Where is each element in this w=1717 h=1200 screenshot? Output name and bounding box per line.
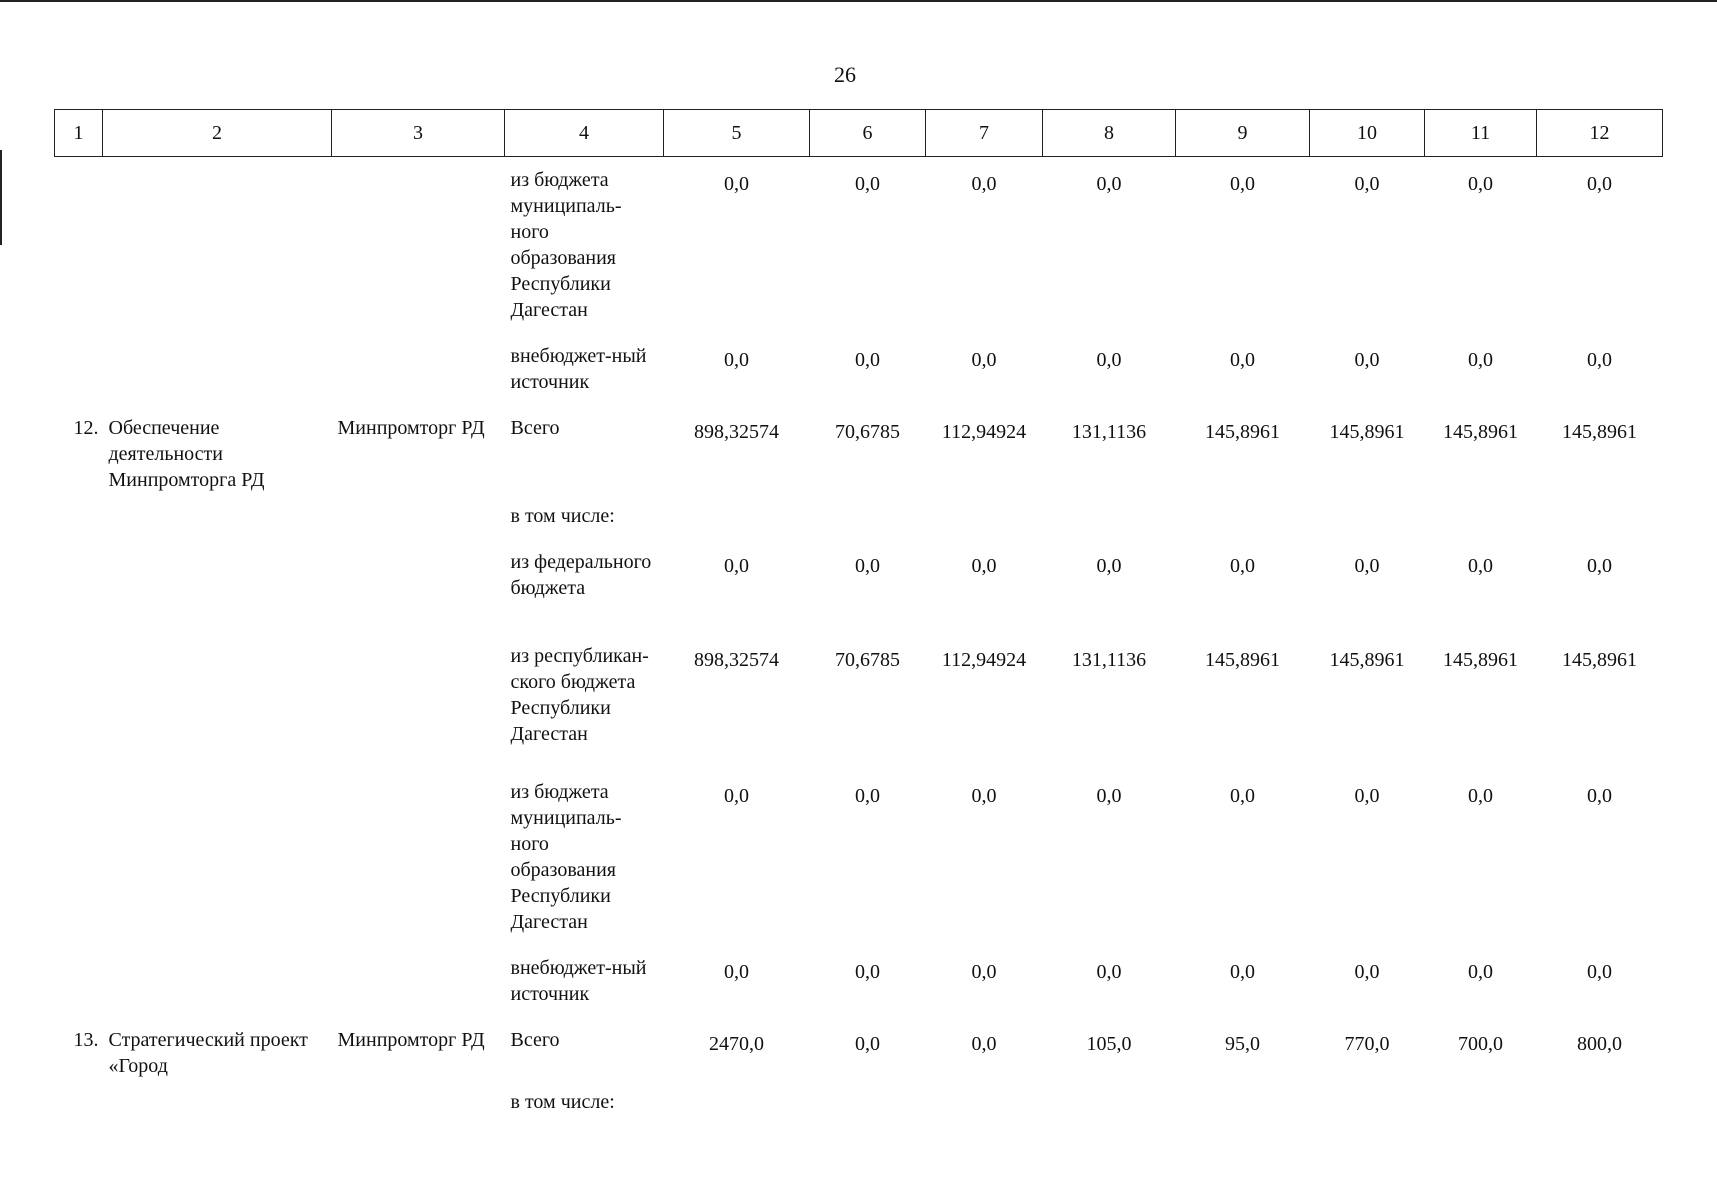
row-value-cell: 0,0: [1096, 555, 1122, 577]
header-cell: 9: [1176, 110, 1310, 157]
page-number: 26: [834, 62, 856, 87]
scan-left-edge-mark: [0, 150, 2, 245]
row-responsible: [332, 333, 505, 405]
row-value-cell: [1176, 1079, 1310, 1125]
row-value-cell: 0,0: [1468, 173, 1493, 195]
row-value-cell: 145,8961: [1562, 649, 1637, 671]
row-value-cell: 0,0: [971, 349, 997, 371]
row-value-cell: 0,0: [1230, 961, 1255, 983]
row-value-cell: 0,0: [724, 555, 749, 577]
row-funding-source: внебюджет-ный источник: [510, 957, 647, 1005]
row-value-cell: 145,8961: [1443, 421, 1518, 443]
row-funding-source: из бюджета муниципаль-ного образования Республики Дагестан: [510, 781, 622, 933]
row-value-cell: [926, 1079, 1043, 1125]
row-value-cell: 145,8961: [1443, 649, 1518, 671]
header-cell: 1: [55, 110, 103, 157]
table-row: [55, 539, 1663, 633]
row-value-cell: 0,0: [855, 173, 880, 195]
row-measure-name: [103, 333, 332, 405]
row-value-cell: [1176, 493, 1310, 539]
row-index: [55, 769, 103, 945]
row-value-cell: 0,0: [1587, 961, 1612, 983]
row-value-cell: 0,0: [1096, 349, 1122, 371]
row-value-cell: [810, 1079, 926, 1125]
table-row: [55, 157, 1663, 334]
header-cell: 6: [810, 110, 926, 157]
row-responsible: [332, 633, 505, 769]
row-funding-source: из федерального бюджета: [510, 551, 652, 599]
row-index: [55, 539, 103, 633]
row-value-cell: 800,0: [1577, 1033, 1622, 1055]
row-value-cell: 0,0: [971, 785, 997, 807]
row-value-cell: 0,0: [1587, 555, 1612, 577]
row-value-cell: 70,6785: [835, 421, 900, 443]
table-body: [55, 157, 1663, 1126]
row-measure-name: Обеспечение деятельности Минпромторга РД: [108, 417, 265, 491]
row-value-cell: [1537, 1079, 1663, 1125]
row-value-cell: 700,0: [1458, 1033, 1503, 1055]
header-cell: 12: [1537, 110, 1663, 157]
row-value-cell: 145,8961: [1205, 421, 1280, 443]
table-row: [55, 493, 1663, 539]
row-value-cell: [1310, 493, 1425, 539]
row-funding-source: Всего: [510, 1029, 560, 1051]
table-row: [55, 945, 1663, 1017]
row-value-cell: 112,94924: [941, 649, 1027, 671]
row-responsible: Минпромторг РД: [337, 1029, 485, 1051]
row-value-cell: 0,0: [855, 961, 880, 983]
row-value-cell: 0,0: [1354, 785, 1380, 807]
row-value-cell: 145,8961: [1205, 649, 1280, 671]
row-value-cell: 0,0: [1096, 173, 1122, 195]
header-cell: 4: [505, 110, 664, 157]
header-cell: 10: [1310, 110, 1425, 157]
row-value-cell: 0,0: [1354, 173, 1380, 195]
header-cell: 8: [1043, 110, 1176, 157]
row-measure-name: [103, 769, 332, 945]
row-value-cell: [664, 493, 810, 539]
row-funding-source: из республикан-ского бюджета Республики Дагестан: [510, 645, 649, 745]
table-row: [55, 1017, 1663, 1079]
row-value-cell: 0,0: [1230, 173, 1255, 195]
row-value-cell: 131,1136: [1071, 649, 1147, 671]
row-value-cell: 0,0: [855, 349, 880, 371]
row-measure-name: [103, 1079, 332, 1125]
row-value-cell: 0,0: [724, 785, 749, 807]
row-value-cell: 0,0: [1468, 349, 1493, 371]
row-value-cell: 898,32574: [694, 649, 779, 671]
row-value-cell: 105,0: [1086, 1033, 1132, 1055]
row-value-cell: [1425, 493, 1537, 539]
row-value-cell: 0,0: [1468, 785, 1493, 807]
header-cell: 5: [664, 110, 810, 157]
row-index: [55, 945, 103, 1017]
row-index: [55, 633, 103, 769]
row-responsible: [332, 493, 505, 539]
row-value-cell: 0,0: [1587, 349, 1612, 371]
row-responsible: [332, 945, 505, 1017]
row-measure-name: [103, 493, 332, 539]
row-value-cell: 145,8961: [1329, 649, 1405, 671]
table-row: [55, 333, 1663, 405]
budget-table-container: [54, 109, 1662, 1125]
row-value-cell: 0,0: [971, 1033, 997, 1055]
row-value-cell: 0,0: [855, 785, 880, 807]
row-index: [55, 1079, 103, 1125]
row-funding-source: в том числе:: [510, 1091, 615, 1113]
row-value-cell: 0,0: [855, 1033, 880, 1055]
column-number-header: [55, 110, 1663, 157]
row-index: 12.: [73, 417, 99, 439]
row-value-cell: [926, 493, 1043, 539]
row-value-cell: [1043, 1079, 1176, 1125]
row-value-cell: [1310, 1079, 1425, 1125]
row-funding-source: Всего: [510, 417, 560, 439]
row-value-cell: 0,0: [1354, 349, 1380, 371]
row-value-cell: 0,0: [1587, 785, 1612, 807]
row-value-cell: 0,0: [1096, 785, 1122, 807]
row-value-cell: 0,0: [1468, 961, 1493, 983]
row-index: 13.: [73, 1029, 99, 1051]
row-value-cell: 0,0: [971, 173, 997, 195]
row-value-cell: 0,0: [1587, 173, 1612, 195]
row-value-cell: [1537, 493, 1663, 539]
scan-top-edge: [0, 0, 1717, 2]
row-value-cell: 0,0: [855, 555, 880, 577]
row-measure-name: [103, 945, 332, 1017]
row-responsible: Минпромторг РД: [337, 417, 485, 439]
row-value-cell: 112,94924: [941, 421, 1027, 443]
row-value-cell: 0,0: [1468, 555, 1493, 577]
row-measure-name: [103, 539, 332, 633]
row-measure-name: [103, 633, 332, 769]
table-row: [55, 1079, 1663, 1125]
row-responsible: [332, 539, 505, 633]
row-value-cell: 0,0: [724, 961, 749, 983]
header-cell: 2: [103, 110, 332, 157]
row-value-cell: 0,0: [724, 173, 749, 195]
row-index: [55, 493, 103, 539]
row-value-cell: 145,8961: [1562, 421, 1637, 443]
row-value-cell: 770,0: [1344, 1033, 1390, 1055]
row-responsible: [332, 1079, 505, 1125]
row-value-cell: 0,0: [724, 349, 749, 371]
row-funding-source: из бюджета муниципаль-ного образования Республики Дагестан: [510, 169, 622, 321]
row-value-cell: 2470,0: [709, 1033, 764, 1055]
row-value-cell: 0,0: [971, 555, 997, 577]
row-value-cell: 145,8961: [1329, 421, 1405, 443]
row-responsible: [332, 769, 505, 945]
table-row: [55, 769, 1663, 945]
row-value-cell: [810, 493, 926, 539]
row-funding-source: в том числе:: [510, 505, 615, 527]
row-value-cell: 0,0: [1354, 555, 1380, 577]
row-funding-source: внебюджет-ный источник: [510, 345, 647, 393]
row-value-cell: 0,0: [971, 961, 997, 983]
row-value-cell: 0,0: [1230, 349, 1255, 371]
row-measure-name: Стратегический проект «Город: [108, 1029, 308, 1077]
row-value-cell: [664, 1079, 810, 1125]
row-responsible: [332, 157, 505, 334]
row-value-cell: 0,0: [1096, 961, 1122, 983]
row-value-cell: [1043, 493, 1176, 539]
row-index: [55, 157, 103, 334]
row-value-cell: 0,0: [1230, 555, 1255, 577]
row-value-cell: 0,0: [1230, 785, 1255, 807]
row-value-cell: 70,6785: [835, 649, 900, 671]
row-measure-name: [103, 157, 332, 334]
header-cell: 11: [1425, 110, 1537, 157]
table-row: [55, 405, 1663, 493]
table-row: [55, 633, 1663, 769]
row-value-cell: 0,0: [1354, 961, 1380, 983]
row-value-cell: 95,0: [1225, 1033, 1260, 1055]
row-value-cell: 131,1136: [1071, 421, 1147, 443]
row-value-cell: 898,32574: [694, 421, 779, 443]
header-cell: 7: [926, 110, 1043, 157]
budget-table: [54, 109, 1663, 1125]
row-value-cell: [1425, 1079, 1537, 1125]
row-index: [55, 333, 103, 405]
header-cell: 3: [332, 110, 505, 157]
